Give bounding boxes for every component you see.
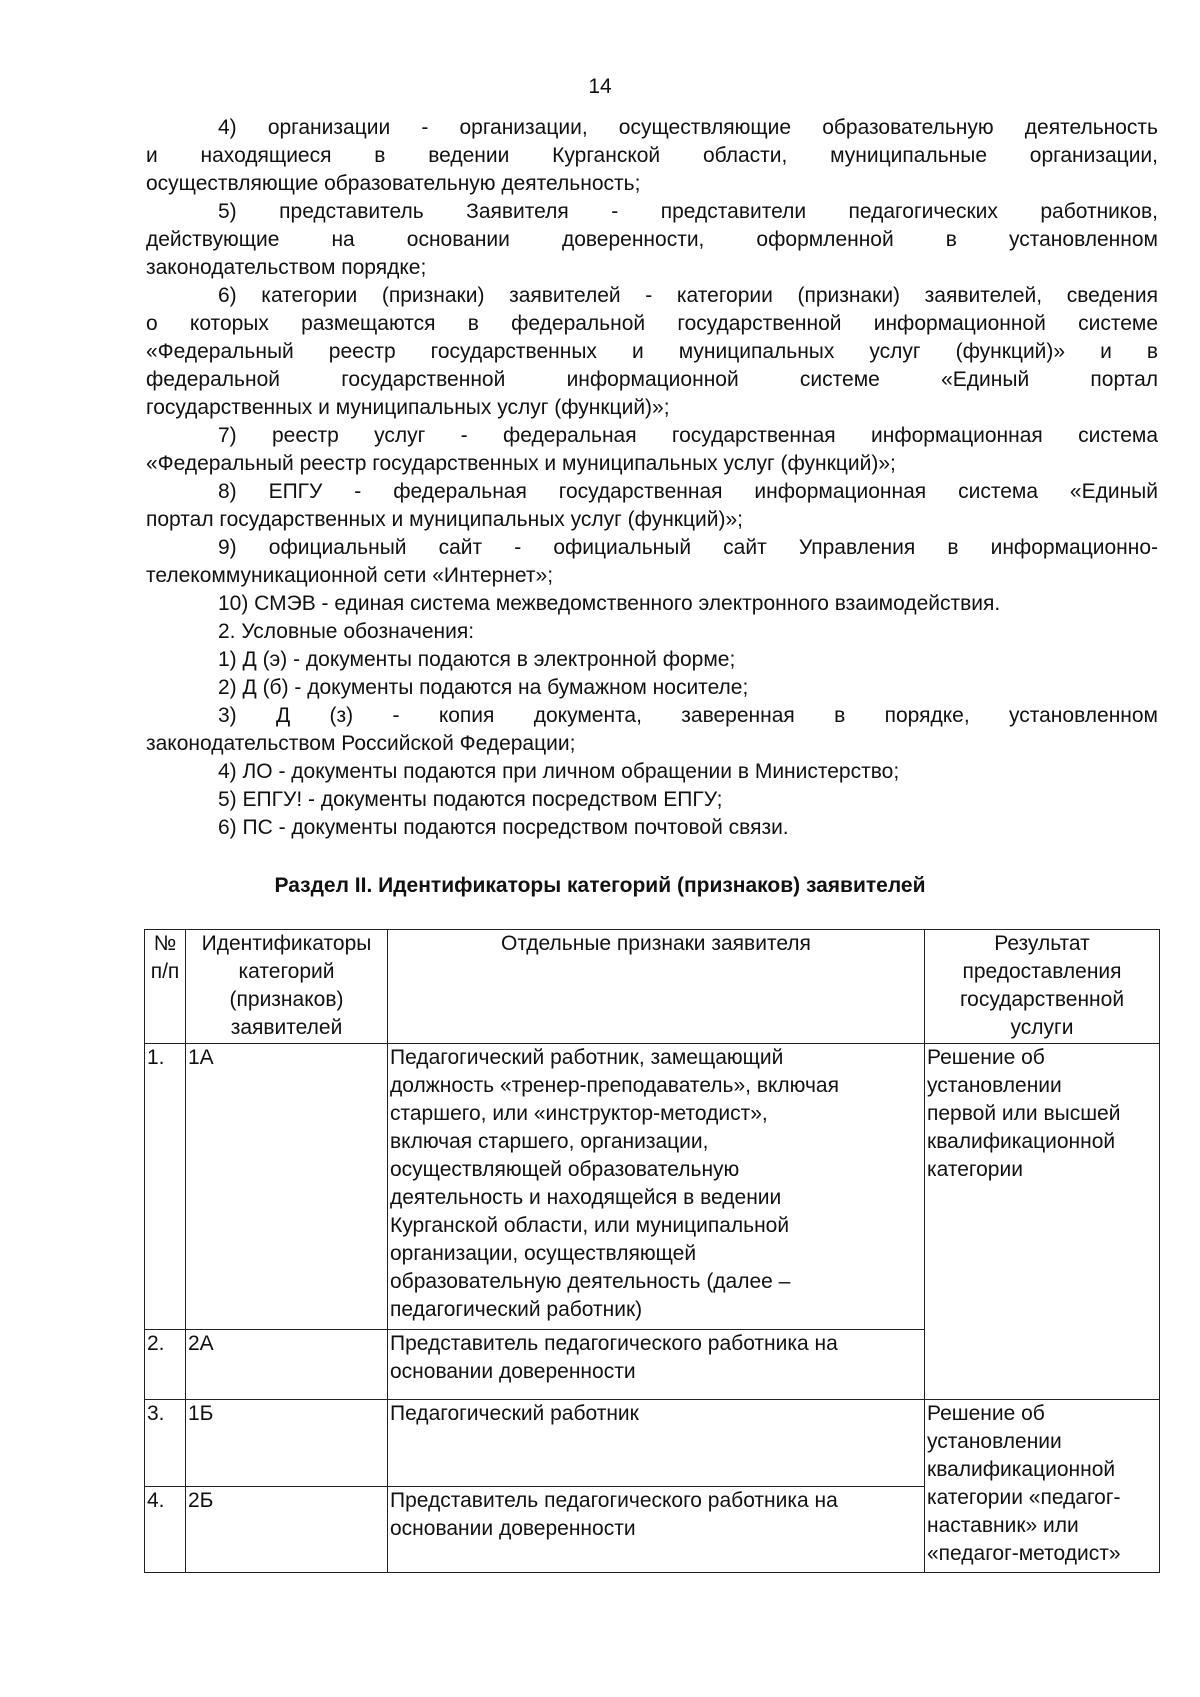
cell-line: деятельность и находящейся в ведении (390, 1186, 782, 1209)
row-number: 1. (145, 1044, 186, 1330)
cell-line: заявителей (230, 1016, 343, 1039)
cell-line: квалификационной (927, 1130, 1116, 1153)
cell-line: Результат (994, 932, 1090, 955)
cell-line: услуги (1010, 1016, 1074, 1039)
cell-line: организации, осуществляющей (390, 1242, 697, 1265)
cell-line: старшего, или «инструктор-методист», (390, 1102, 768, 1125)
paragraph-line: 9) официальный сайт - официальный сайт Управления в информационно- (218, 536, 1158, 559)
row-identifier: 2Б (186, 1487, 388, 1573)
page-number: 14 (588, 75, 612, 98)
paragraph-line: осуществляющие образовательную деятельность; (146, 172, 641, 195)
cell-line: Представитель педагогического работника на (390, 1489, 838, 1512)
paragraph-line: 2. Условные обозначения: (218, 620, 475, 643)
paragraph-line: законодательством Российской Федерации; (146, 732, 576, 755)
cell-line: наставник» или (927, 1514, 1079, 1537)
table-row (145, 1400, 1160, 1487)
row-description (388, 1487, 925, 1573)
cell-line: Представитель педагогического работника на (390, 1332, 838, 1355)
paragraph-line: государственных и муниципальных услуг (функций)»; (146, 396, 670, 419)
cell-line: п/п (150, 960, 180, 983)
paragraph-line: законодательством порядке; (146, 256, 427, 279)
paragraph-line: портал государственных и муниципальных услуг (функций)»; (146, 508, 743, 531)
paragraph-line: 8) ЕПГУ - федеральная государственная информационная система «Единый (218, 480, 1158, 503)
row-number: 4. (145, 1487, 186, 1573)
cell-line: включая старшего, организации, (390, 1130, 709, 1153)
paragraph-line: «Федеральный реестр государственных и муниципальных услуг (функций)»; (146, 452, 896, 475)
cell-line: Курганской области, или муниципальной (390, 1214, 790, 1237)
cell-line: Педагогический работник (390, 1402, 639, 1425)
paragraph-line: 10) СМЭВ - единая система межведомственного электронного взаимодействия. (218, 592, 1001, 615)
paragraph-line: 1) Д (э) - документы подаются в электронной форме; (218, 648, 736, 671)
row-result (925, 1400, 1160, 1573)
paragraph-line: и находящиеся в ведении Курганской области, муниципальные организации, (146, 144, 1158, 167)
paragraph-line: федеральной государственной информационной системе «Единый портал (146, 368, 1158, 391)
cell-line: Отдельные признаки заявителя (501, 932, 811, 955)
header-result (925, 930, 1160, 1044)
paragraph-line: 6) ПС - документы подаются посредством почтовой связи. (218, 816, 789, 839)
row-identifier: 1А (186, 1044, 388, 1330)
cell-line: основании доверенности (390, 1360, 636, 1383)
paragraph-line: «Федеральный реестр государственных и муниципальных услуг (функций)» и в (146, 340, 1158, 363)
cell-line: основании доверенности (390, 1517, 636, 1540)
cell-line: «педагог-методист» (927, 1542, 1121, 1565)
cell-line: государственной (959, 988, 1125, 1011)
paragraph-line: о которых размещаются в федеральной государственной информационной системе (146, 312, 1158, 335)
row-number: 3. (145, 1400, 186, 1487)
row-description (388, 1044, 925, 1330)
row-identifier: 2А (186, 1330, 388, 1400)
paragraph-line: 2) Д (б) - документы подаются на бумажном носителе; (218, 676, 749, 699)
cell-line: образовательную деятельность (далее – (390, 1270, 791, 1293)
cell-line: Педагогический работник, замещающий (390, 1046, 784, 1069)
paragraph-line: 5) представитель Заявителя - представители педагогических работников, (218, 200, 1158, 223)
cell-line: установлении (927, 1074, 1062, 1097)
paragraph-line: телекоммуникационной сети «Интернет»; (146, 564, 554, 587)
cell-line: Решение об (927, 1402, 1045, 1425)
row-number: 2. (145, 1330, 186, 1400)
paragraph-line: 4) организации - организации, осуществляющие образовательную деятельность (218, 116, 1158, 139)
row-description (388, 1330, 925, 1400)
table-row (145, 1044, 1160, 1330)
paragraph-line: 6) категории (признаки) заявителей - категории (признаки) заявителей, сведения (218, 284, 1158, 307)
cell-line: категории (927, 1158, 1023, 1181)
cell-line: квалификационной (927, 1458, 1116, 1481)
row-result (925, 1044, 1160, 1400)
table-header-row (145, 930, 1160, 1044)
header-attributes (388, 930, 925, 1044)
paragraph-line: 7) реестр услуг - федеральная государственная информационная система (218, 424, 1158, 447)
cell-line: категорий (238, 960, 335, 983)
cell-line: осуществляющей образовательную (390, 1158, 740, 1181)
applicant-categories-table (144, 929, 1160, 1573)
cell-line: установлении (927, 1430, 1062, 1453)
paragraph-line: 4) ЛО - документы подаются при личном обращении в Министерство; (218, 760, 900, 783)
cell-line: Решение об (927, 1046, 1045, 1069)
cell-line: (признаков) (229, 988, 344, 1011)
cell-line: категории «педагог- (927, 1486, 1121, 1509)
paragraph-line: действующие на основании доверенности, оформленной в установленном (146, 228, 1158, 251)
paragraph-line: 5) ЕПГУ! - документы подаются посредством ЕПГУ; (218, 788, 723, 811)
cell-line: Идентификаторы (201, 932, 372, 955)
section-heading: Раздел II. Идентификаторы категорий (признаков) заявителей (274, 874, 926, 897)
body-text (146, 114, 1158, 842)
cell-line: предоставления (962, 960, 1122, 983)
header-identifiers (186, 930, 388, 1044)
header-number (145, 930, 186, 1044)
cell-line: первой или высшей (927, 1102, 1121, 1125)
cell-line: должность «тренер-преподаватель», включая (390, 1074, 839, 1097)
cell-line: педагогический работник) (390, 1298, 643, 1321)
row-description (388, 1400, 925, 1487)
cell-line: № (153, 932, 177, 955)
paragraph-line: 3) Д (з) - копия документа, заверенная в порядке, установленном (218, 704, 1158, 727)
row-identifier: 1Б (186, 1400, 388, 1487)
